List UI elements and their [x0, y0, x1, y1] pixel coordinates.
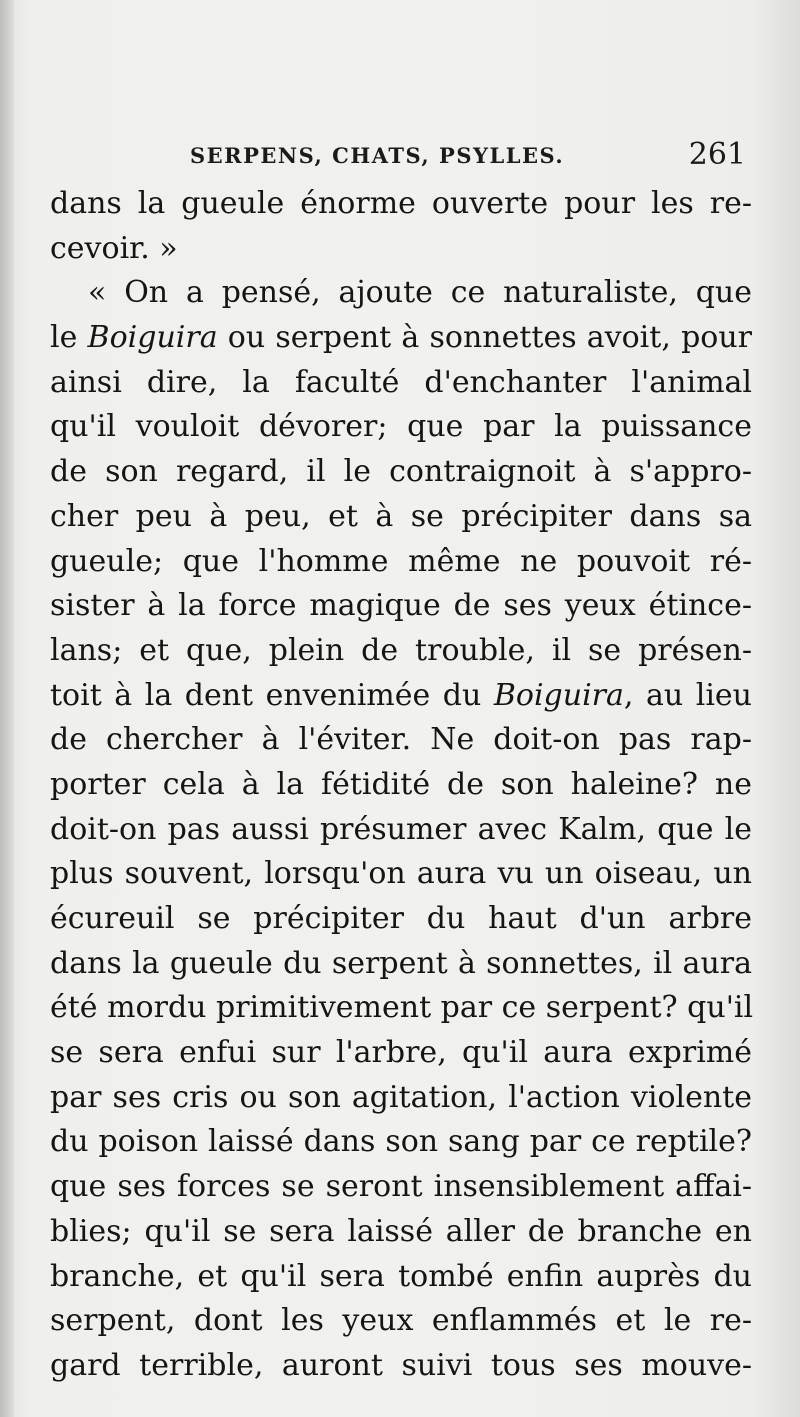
text-line: sister à la force magique de ses yeux étince-: [50, 588, 752, 624]
text-line: par ses cris ou son agitation, l'action violente: [50, 1079, 752, 1115]
text-line: ainsi dire, la faculté d'enchanter l'animal: [50, 364, 752, 400]
page-number: 261: [688, 137, 746, 172]
text-line: du poison laissé dans son sang par ce reptile?: [50, 1124, 752, 1160]
text-line: cher peu à peu, et à se précipiter dans sa: [50, 498, 752, 534]
text-line: gard terrible, auront suivi tous ses mouve-: [50, 1347, 752, 1383]
text-line: cevoir. »: [50, 230, 178, 266]
page-header: [50, 135, 750, 179]
text-line: le Boiguira ou serpent à sonnettes avoit, pour: [50, 320, 752, 356]
text-line: de son regard, il le contraignoit à s'appro-: [50, 454, 752, 490]
text-line: branche, et qu'il sera tombé enfin auprès du: [50, 1258, 752, 1294]
text-line: blies; qu'il se sera laissé aller de branche en: [50, 1213, 752, 1249]
text-line: doit-on pas aussi présumer avec Kalm, que le: [50, 811, 752, 847]
running-head: SERPENS, CHATS, PSYLLES.: [190, 143, 565, 168]
text-line: lans; et que, plein de trouble, il se présen-: [50, 632, 752, 668]
text-line: que ses forces se seront insensiblement affai-: [50, 1169, 752, 1205]
text-line: se sera enfui sur l'arbre, qu'il aura exprimé: [50, 1035, 752, 1071]
text-line: « On a pensé, ajoute ce naturaliste, que: [88, 275, 752, 311]
text-line: plus souvent, lorsqu'on aura vu un oiseau, un: [50, 856, 752, 892]
text-line: gueule; que l'homme même ne pouvoit ré-: [50, 543, 752, 579]
text-line: écureuil se précipiter du haut d'un arbre: [50, 901, 752, 936]
text-line: été mordu primitivement par ce serpent? qu'il: [50, 990, 754, 1026]
text-line: serpent, dont les yeux enflammés et le re-: [50, 1303, 752, 1339]
page-edge-shadow: [0, 0, 14, 1417]
text-line: dans la gueule du serpent à sonnettes, il aura: [50, 945, 752, 981]
text-line: de chercher à l'éviter. Ne doit-on pas rap-: [50, 722, 752, 758]
body-text: [50, 182, 752, 1389]
text-line: porter cela à la fétidité de son haleine? ne: [50, 766, 752, 802]
text-line: toit à la dent envenimée du Boiguira, au lieu: [50, 677, 752, 713]
text-line: qu'il vouloit dévorer; que par la puissance: [50, 409, 752, 445]
text-line: dans la gueule énorme ouverte pour les re-: [50, 186, 752, 221]
italic-term: Boiguira: [87, 320, 218, 356]
italic-term: Boiguira: [493, 677, 624, 713]
